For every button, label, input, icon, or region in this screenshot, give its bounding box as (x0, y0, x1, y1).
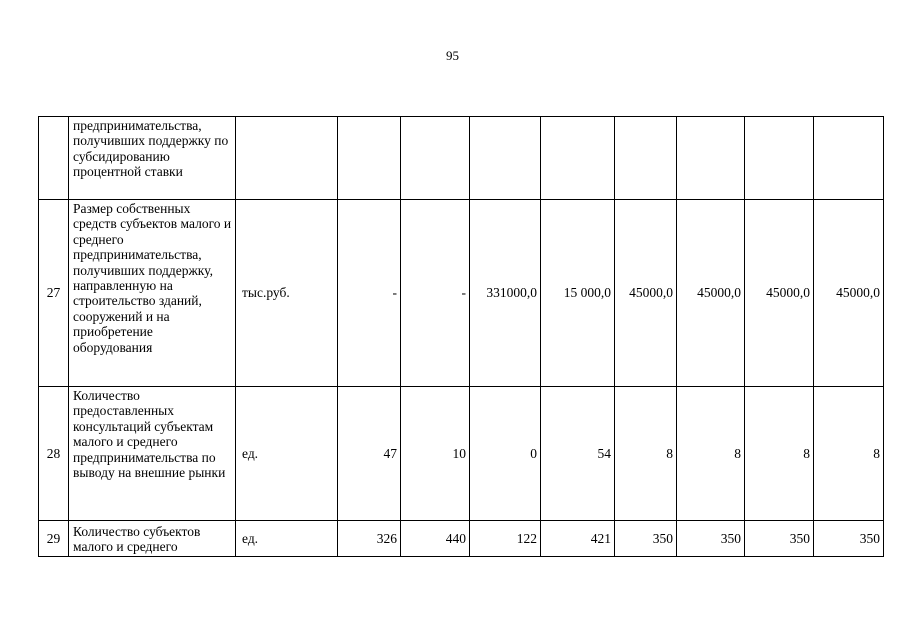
value-cell: 421 (541, 521, 615, 557)
indicator-name: Количество предоставленных консультаций субъектам малого и среднего предпринимательства по выводу на внешние рынки (69, 387, 236, 521)
value-cell: 0 (470, 387, 541, 521)
indicator-name: предпринимательства, получивших поддержку по субсидированию процентной ставки (69, 117, 236, 200)
table-row (39, 117, 884, 200)
value-cell: 54 (541, 387, 615, 521)
row-number: 29 (39, 521, 69, 557)
unit-cell: ед. (236, 387, 338, 521)
value-cell: 350 (677, 521, 745, 557)
value-cell (745, 117, 814, 200)
indicator-name: Количество субъектов малого и среднего (69, 521, 236, 557)
page-number: 95 (446, 48, 459, 63)
value-cell: 45000,0 (615, 200, 677, 387)
value-cell: 350 (615, 521, 677, 557)
value-cell (541, 117, 615, 200)
value-cell (338, 117, 401, 200)
row-number: 27 (39, 200, 69, 387)
table-row (39, 387, 884, 521)
value-cell (615, 117, 677, 200)
value-cell: 10 (401, 387, 470, 521)
unit-cell (236, 117, 338, 200)
indicators-table (38, 116, 884, 557)
value-cell: 350 (745, 521, 814, 557)
value-cell: 45000,0 (745, 200, 814, 387)
value-cell: - (401, 200, 470, 387)
value-cell: 8 (615, 387, 677, 521)
table-row (39, 200, 884, 387)
value-cell: 326 (338, 521, 401, 557)
value-cell: - (338, 200, 401, 387)
value-cell (814, 117, 884, 200)
value-cell: 15 000,0 (541, 200, 615, 387)
row-number (39, 117, 69, 200)
value-cell: 350 (814, 521, 884, 557)
value-cell: 45000,0 (677, 200, 745, 387)
row-number: 28 (39, 387, 69, 521)
unit-cell: тыс.руб. (236, 200, 338, 387)
value-cell: 45000,0 (814, 200, 884, 387)
value-cell: 122 (470, 521, 541, 557)
value-cell (470, 117, 541, 200)
value-cell: 440 (401, 521, 470, 557)
value-cell: 47 (338, 387, 401, 521)
indicator-name: Размер собственных средств субъектов малого и среднего предпринимательства, получивших поддержку, направленную на строительство зданий, сооружений и на приобретение оборудования (69, 200, 236, 387)
unit-cell: ед. (236, 521, 338, 557)
table-row (39, 521, 884, 557)
value-cell (401, 117, 470, 200)
value-cell: 8 (814, 387, 884, 521)
value-cell (677, 117, 745, 200)
value-cell: 8 (745, 387, 814, 521)
value-cell: 8 (677, 387, 745, 521)
value-cell: 331000,0 (470, 200, 541, 387)
